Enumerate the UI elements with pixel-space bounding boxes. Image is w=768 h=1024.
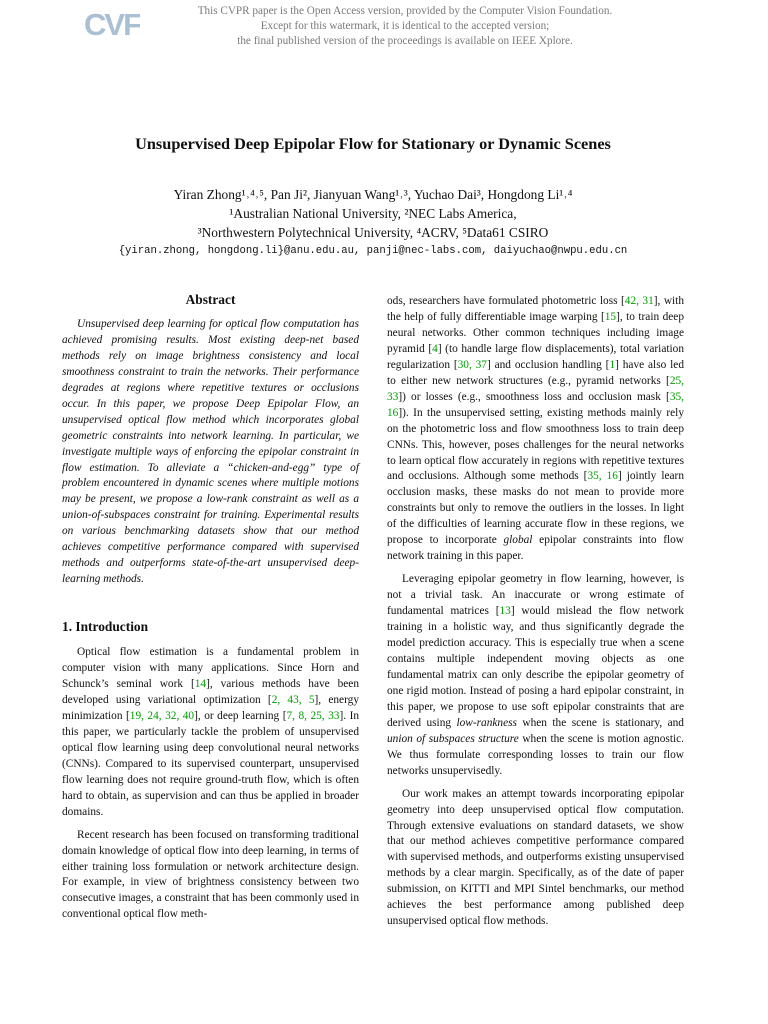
affiliations-line-2: ³Northwestern Polytechnical University, ⁴ACRV, ⁵Data61 CSIRO: [197, 225, 549, 240]
cvf-logo-text: CVF: [84, 7, 140, 40]
emphasized-text: global: [503, 534, 533, 547]
paper-title: Unsupervised Deep Epipolar Flow for Stationary or Dynamic Scenes: [135, 134, 611, 153]
citation-link[interactable]: 7, 8, 25, 33: [286, 709, 340, 722]
citation-link[interactable]: 14: [194, 678, 207, 691]
citation-link[interactable]: 30, 37: [457, 358, 487, 371]
text-run: ]). In the unsupervised setting, existing methods mainly rely on the photometric loss and flow smoothness loss to train deep CNNs. This, however, poses challenges for the neural networks to learn optical flow accurately in regions with repetitive textures and occlusions. Although some methods [: [387, 406, 684, 483]
text-run: ] jointly learn occlusion masks, these masks do not mean to provide more constraints but only to remove the outliers in the losses. In light of the difficulties of learning accurate flow in these regions, we propose to incorporate: [387, 470, 684, 547]
author-block: [0, 185, 746, 261]
watermark: [150, 4, 660, 49]
text-run: Optical flow estimation is a fundamental problem in computer vision with many applications. Since Horn and Schunck’s seminal work [: [62, 646, 359, 691]
citation-link[interactable]: 35, 16: [387, 390, 684, 419]
left-column: [62, 292, 359, 923]
abstract: [62, 317, 359, 588]
citation-link[interactable]: 42, 31: [624, 295, 654, 307]
abstract-heading: Abstract: [185, 292, 236, 307]
emphasized-text: low-rankness: [456, 716, 517, 729]
citation-link[interactable]: 19, 24, 32, 40: [129, 709, 195, 722]
text-run: epipolar constraints into flow network training in this paper.: [387, 534, 684, 563]
abstract-text: Unsupervised deep learning for optical flow computation has achieved promising results. Most existing deep-net based methods rely on image brightness consistency and local smoothness constraint to train the networks. Their performance degrades at regions where repetitive textures or occlusions occur. In this paper, we propose Deep Epipolar Flow, an unsupervised optical flow method which incorporates global geometric constraints into network learning. In particular, we investigate multiple ways of enforcing the epipolar constraint in flow estimation. To alleviate a “chicken-and-egg” type of problem encountered in dynamic scenes where multiple motions may be present, we propose a low-rank constraint as well as a union-of-subspaces constraint for training. Experimental results on various benchmarking datasets show that our method achieves competitive performance compared with supervised methods and outperforms state-of-the-art unsupervised deep-learning methods.: [62, 317, 359, 586]
right-column: [387, 294, 684, 930]
text-run: ] have also led to either new network structures (e.g., pyramid networks [: [387, 358, 684, 387]
text-run: ]. In this paper, we particularly tackle the problem of unsupervised optical flow learning using deep convolutional neural networks (CNNs). Compared to its supervised counterpart, unsupervised flow learning does not require ground-truth flow, which is often hard to obtain, as supervision and can thus be applied in broader domains.: [62, 709, 360, 818]
text-run: ] (to handle large flow displacements), total variation regularization [: [387, 342, 684, 371]
text-run: ] and occlusion handling [: [486, 358, 610, 371]
text-run: when the scene is motion agnostic. We thus formulate corresponding losses to train our flow networks unsupervisedly.: [387, 732, 684, 777]
text-run: ], various methods have been developed using variational optimization [: [62, 678, 360, 706]
citation-link[interactable]: 1: [609, 358, 616, 371]
text-run: Leveraging epipolar geometry in flow learning, however, is not a trivial task. An inaccurate or wrong estimate of fundamental matrices [: [387, 573, 684, 618]
intro-paragraph-2: Recent research has been focused on transforming traditional domain knowledge of optical flow into deep learning, in terms of either training loss formulation or network architecture design. For example, in view of brightness consistency between two consecutive images, a constraint that has been commonly used in conventional optical flow meth-: [62, 828, 359, 921]
text-run: ], energy minimization [: [62, 693, 360, 722]
affiliations-line-1: ¹Australian National University, ²NEC Labs America,: [229, 206, 517, 221]
watermark-line-2: Except for this watermark, it is identical to the accepted version;: [260, 20, 550, 32]
text-run: when the scene is stationary, and: [516, 716, 684, 729]
emphasized-text: union of subspaces structure: [387, 732, 519, 745]
citation-link[interactable]: 35, 16: [587, 470, 618, 483]
text-run: ], or deep learning [: [194, 709, 287, 722]
author-names: Yiran Zhong¹˒⁴˒⁵, Pan Ji², Jianyuan Wang¹˒³, Yuchao Dai³, Hongdong Li¹˒⁴: [173, 187, 573, 202]
citation-link[interactable]: 2, 43, 5: [271, 693, 315, 706]
intro-paragraph-4: [387, 572, 684, 779]
text-run: ], to train deep neural networks. Other common techniques including image pyramid [: [387, 310, 684, 355]
intro-paragraph-3: [387, 294, 684, 565]
text-run: ] would mislead the flow network training in a holistic way, and thus significantly degrade the model prediction accuracy. This is especially true when a scene contains multiple independent moving objects as one fundamental matrix can only describe the epipolar geometry of one rigid motion. Instead of posing a hard epipolar constraint, in this paper, we propose to use soft epipolar constraints that are derived using: [387, 605, 684, 729]
citation-link[interactable]: 25, 33: [387, 374, 684, 403]
citation-link[interactable]: 15: [604, 310, 617, 323]
watermark-line-3: the final published version of the proceedings is available on IEEE Xplore.: [237, 35, 573, 47]
text-run: ods, researchers have formulated photometric loss [: [387, 295, 625, 307]
citation-link[interactable]: 4: [432, 342, 438, 355]
intro-paragraph-5: Our work makes an attempt towards incorporating epipolar geometry into deep unsupervised optical flow computation. Through extensive evaluations on standard datasets, we show that our method achieves competitive performance compared with supervised methods, and outperforms existing unsupervised methods by a clear margin. Specifically, as of the date of paper submission, on KITTI and MPI Sintel benchmarks, our method achieves the best performance among published deep unsupervised optical flow methods.: [387, 787, 684, 928]
text-run: ]) or losses (e.g., smoothness loss and occlusion mask [: [398, 390, 670, 403]
section-heading-introduction: 1. Introduction: [62, 619, 149, 635]
text-run: ], with the help of fully differentiable image warping [: [387, 295, 685, 323]
watermark-line-1: This CVPR paper is the Open Access version, provided by the Computer Vision Foundation.: [197, 5, 613, 17]
author-emails: {yiran.zhong, hongdong.li}@anu.edu.au, panji@nec-labs.com, daiyuchao@nwpu.edu.cn: [118, 245, 628, 257]
cvf-logo: [84, 6, 140, 40]
intro-paragraph-1: [62, 645, 359, 820]
citation-link[interactable]: 13: [499, 605, 511, 618]
